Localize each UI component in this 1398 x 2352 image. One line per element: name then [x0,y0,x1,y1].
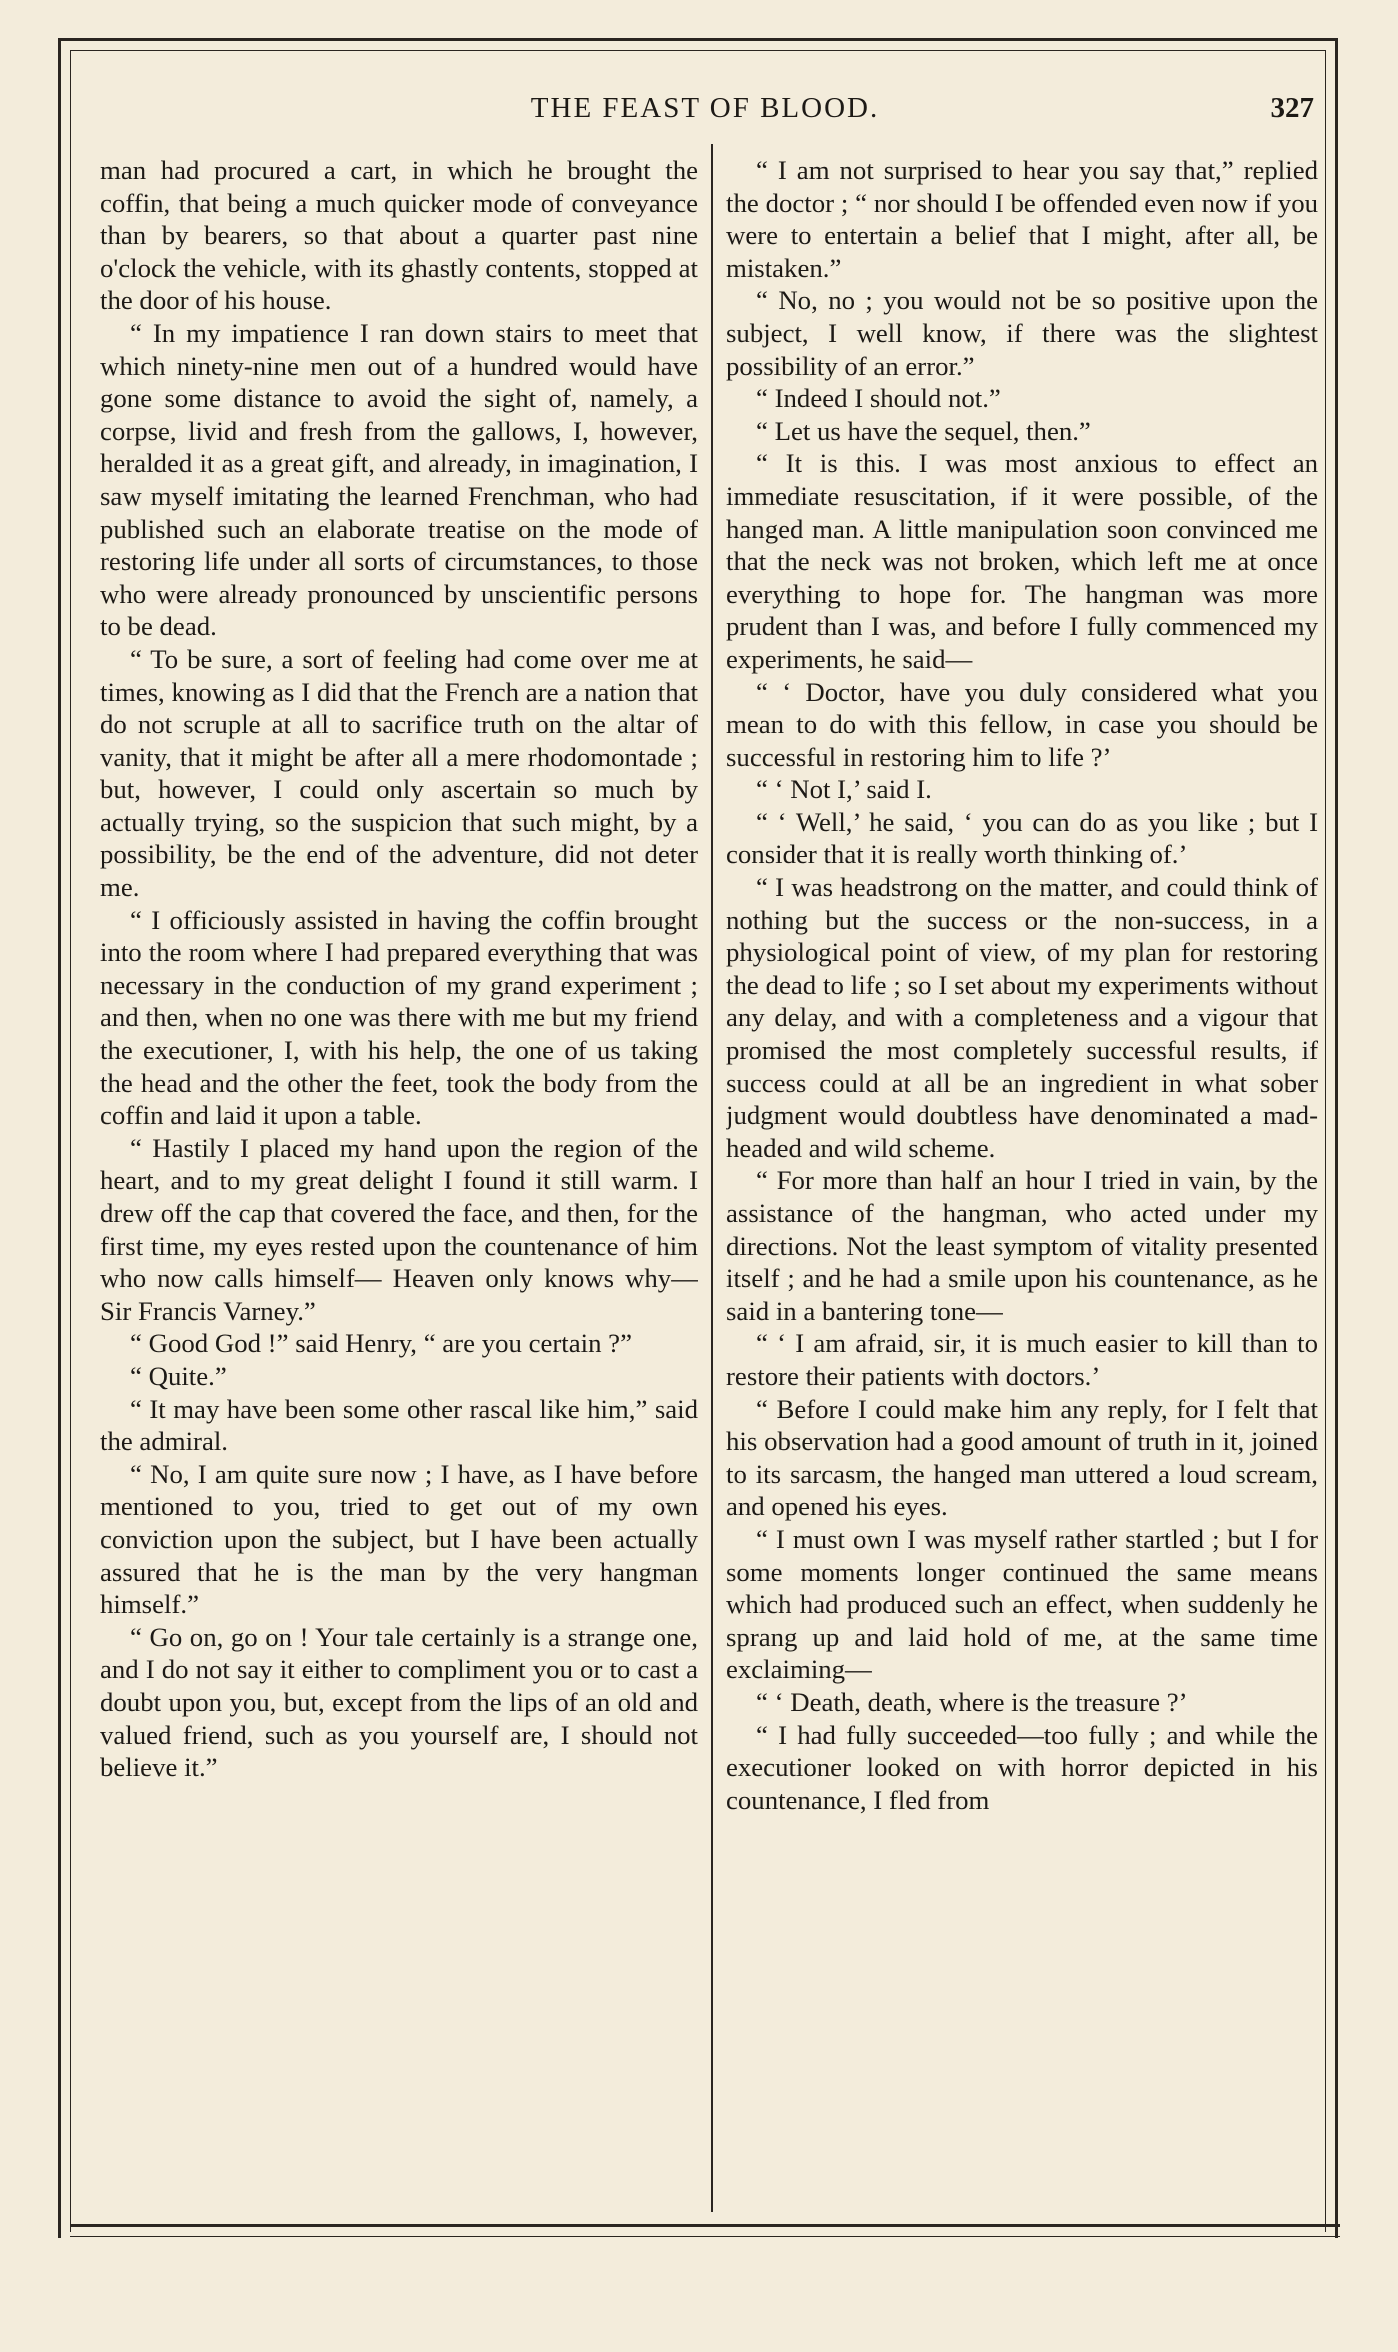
paragraph: “ I officiously assisted in having the coffin brought into the room where I had prepared everything that was necessary in the conduction of my grand experiment ; and then, when no one was there with me but my friend the executioner, I, with his help, the one of us taking the head and the other the feet, took the body from the coffin and laid it upon a table. [100,904,698,1131]
left-column [100,154,698,2204]
paragraph: “ Let us have the sequel, then.” [756,415,1091,446]
paragraph: “ Quite.” [130,1360,227,1391]
bottom-rule-thin [70,2236,1340,2237]
paragraph: “ I was headstrong on the matter, and could think of nothing but the success or the non-success, in a physiological point of view, of my plan for restoring the dead to life ; so I set about my experiments without any delay, and with a completeness and a vigour that promised the most completely successful results, if success could at all be an ingredient in what sober judgment would doubtless have denominated a mad-headed and wild scheme. [726,872,1318,1163]
page-number: 327 [1270,92,1314,124]
paragraph: “ In my impatience I ran down stairs to meet that which ninety-nine men out of a hundred would have gone some distance to avoid the sight of, namely, a corpse, livid and fresh from the gallows, I, however, heralded it as a great gift, and already, in imagination, I saw myself imitating the learned Frenchman, who had published such an elaborate treatise on the mode of restoring life under all sorts of circumstances, to those who were already pronounced by unscientific persons to be dead. [100,317,698,642]
paragraph: “ Hastily I placed my hand upon the region of the heart, and to my great delight I found it still warm. I drew off the cap that covered the face, and then, for the first time, my eyes rested upon the countenance of him who now calls himself— Heaven only knows why—Sir Francis Varney.” [100,1132,698,1326]
paragraph: “ I am not surprised to hear you say that,” replied the doctor ; “ nor should I be offended even now if you were to entertain a belief that I might, after all, be mistaken.” [726,155,1318,283]
paragraph: “ Go on, go on ! Your tale certainly is a strange one, and I do not say it either to compliment you or to cast a doubt upon you, but, except from the lips of an old and valued friend, such as you yourself are, I should not believe it.” [100,1621,698,1783]
paragraph: “ It is this. I was most anxious to effect an immediate resuscitation, if it were possible, of the hanged man. A little manipulation soon convinced me that the neck was not broken, which left me at once everything to hope for. The hangman was more prudent than I was, and before I fully commenced my experiments, he said— [726,448,1318,674]
paragraph: “ It may have been some other rascal like him,” said the admiral. [100,1393,698,1457]
paragraph: “ No, no ; you would not be so positive upon the subject, I well know, if there was the slightest possibility of an error.” [726,285,1318,381]
running-title: THE FEAST OF BLOOD. [530,92,880,124]
paragraph: “ ‘ Well,’ he said, ‘ you can do as you like ; but I consider that it is really worth thinking of.’ [726,806,1318,870]
column-divider [711,144,713,2212]
paragraph: “ To be sure, a sort of feeling had come over me at times, knowing as I did that the French are a nation that do not scruple at all to sacrifice truth on the altar of vanity, that it might be after all a mere rhodomontade ; but, however, I could only ascertain so much by actually trying, so the suspicion that such might, by a possibility, be the end of the adventure, did not deter me. [100,643,698,903]
bottom-rule [70,2224,1340,2227]
paragraph: “ For more than half an hour I tried in vain, by the assistance of the hangman, who acted under my directions. Not the least symptom of vitality presented itself ; and he had a smile upon his countenance, as he said in a bantering tone— [726,1165,1318,1326]
paragraph: man had procured a cart, in which he brought the coffin, that being a much quicker mode of conveyance than by bearers, so that about a quarter past nine o'clock the vehicle, with its ghastly contents, stopped at the door of his house. [100,155,698,316]
paragraph: “ Before I could make him any reply, for I felt that his observation had a good amount of truth in it, joined to its sarcasm, the hanged man uttered a loud scream, and opened his eyes. [726,1393,1318,1522]
paragraph: “ Indeed I should not.” [756,383,1001,414]
paragraph: “ ‘ Doctor, have you duly considered what you mean to do with this fellow, in case you should be successful in restoring him to life ?’ [726,676,1318,772]
paragraph: “ ‘ Death, death, where is the treasure ?’ [756,1686,1188,1717]
paragraph: “ ‘ Not I,’ said I. [756,774,932,805]
paragraph: “ I had fully succeeded—too fully ; and while the executioner looked on with horror depicted in his countenance, I fled from [726,1719,1318,1815]
paragraph: “ I must own I was myself rather startled ; but I for some moments longer continued the same means which had produced such an effect, when suddenly he sprang up and laid hold of me, at the same time exclaiming— [726,1523,1318,1685]
paragraph: “ ‘ I am afraid, sir, it is much easier to kill than to restore their patients with doctors.’ [726,1328,1318,1391]
page-header [90,88,1320,132]
right-column [726,154,1318,2204]
paragraph: “ No, I am quite sure now ; I have, as I have before mentioned to you, tried to get out of my own conviction upon the subject, but I have been actually assured that he is the man by the very hangman himself.” [100,1458,698,1620]
paragraph: “ Good God !” said Henry, “ are you certain ?” [130,1328,632,1359]
